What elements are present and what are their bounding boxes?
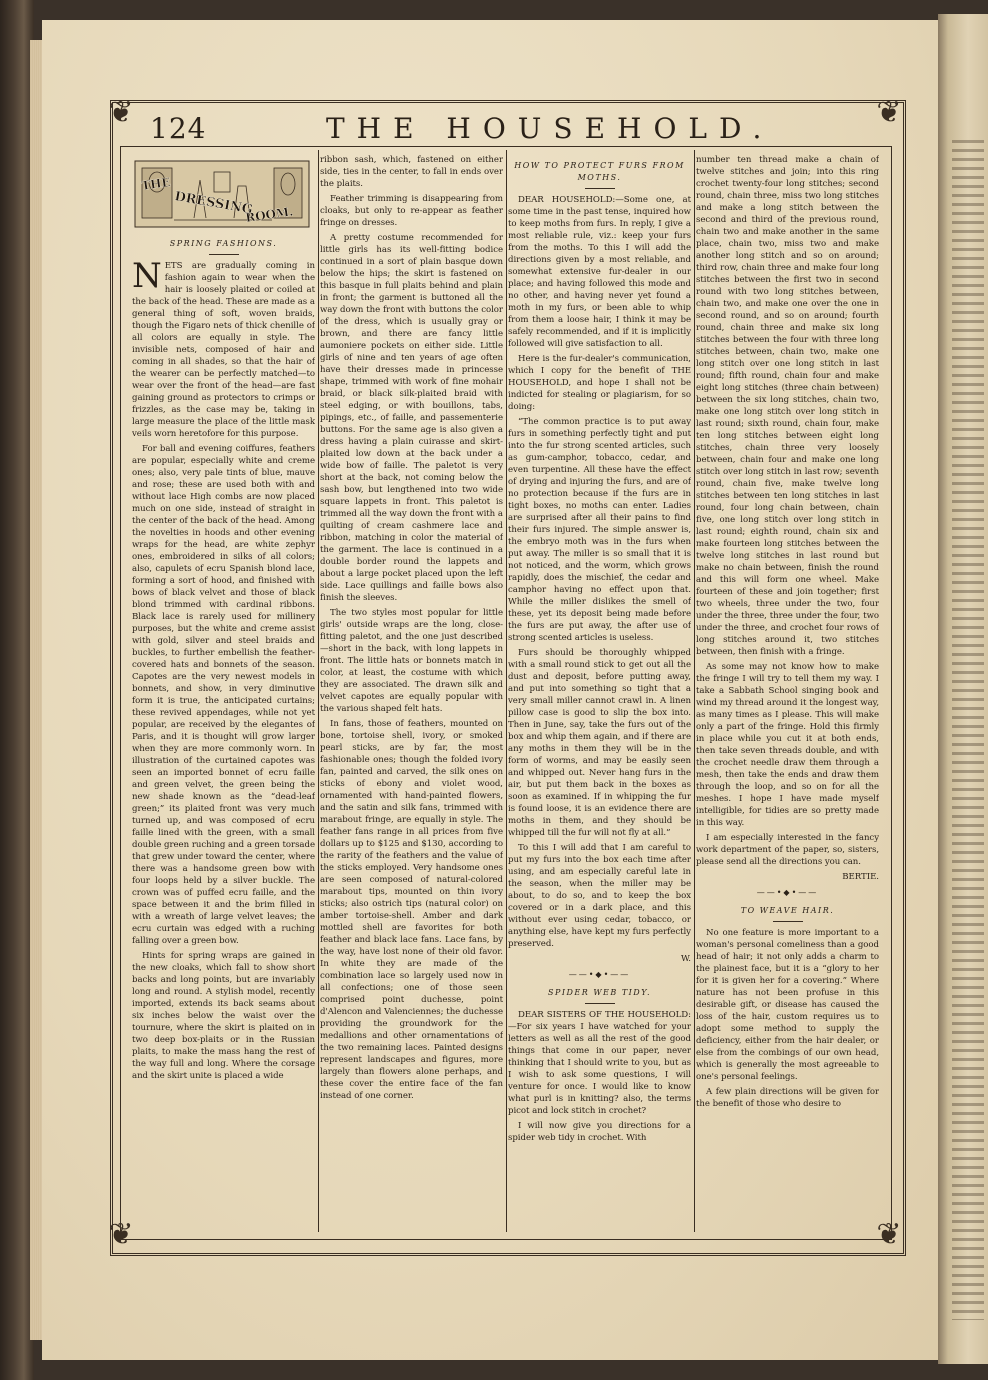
headline-rule xyxy=(209,254,239,255)
section-separator: ——•◆•—— xyxy=(568,970,631,979)
paragraph: Here is the fur-dealer's communication, which I copy for the benefit of THE HOUSEHOLD, and hope I shall not be indicted for stealing or plagiarism, for so doing: xyxy=(508,354,691,412)
paragraph: No one feature is more important to a woman's personal comeliness than a good head of hair; it not only adds a charm to the plainest face, but it is a “glory to her for it is given her for a covering.” Where nature has not been profuse in this desirable gift, or disease has caused the loss of the hair, custom requires us to adopt some method to supply the deficiency, either from the hair dealer, or else from the combings of our own head, which is generally the most agreeable to one's personal feelings. xyxy=(696,928,879,1082)
paragraph: number ten thread make a chain of twelve stitches and join; into this ring crochet twenty-four long stitches; second round, chain three, miss two long stitches and make a long stitch between the second and third of the previous round, chain two and make another in the same place, chain two, miss two and make another long stitch and so on around; third row, chain three and make four long stitches between the first two in second round with two long stitches between, chain two, and make one over the one in second round, and so on around; fourth round, chain three and make six long stitches between the four with three long stitches between, chain two, make one long stitch over one long stitch in last round; fifth round, chain four and make eight long stitches (three chain between) between the six long stitches, chain two, make one long stitch over long stitch in last round; sixth round, chain four, make ten long stitches between eight long stitches, chain three very loosely between, chain four and make one long stitch over long stitch in last row; seventh round, chain five, make twelve long stitches between ten long stitches in last round, four long chain between, chain five, one long stitch over long stitch in last round; eighth round, chain six and make fourteen long stitches between the twelve long stitches in last round but make no chain between, finish the round and this will form one wheel. Make fourteen of these and join together; first two wheels, three under the two, four under the three, three under the four, two under the three, and crochet four rows of long stitches around it, two stitches between, then finish with a fringe. xyxy=(696,155,879,657)
facing-page-text xyxy=(952,140,984,1320)
paragraph: DEAR SISTERS OF THE HOUSEHOLD:—For six years I have watched for your letters as well as all the rest of the good things that come in our paper, never thinking that I should write to you, but as I wish to ask some questions, I will venture for once. I would like to know what purl is in knitting? also, the terms picot and lock stitch in crochet? xyxy=(508,1010,691,1116)
article-columns xyxy=(132,154,880,1232)
paragraph: Furs should be thoroughly whipped with a small round stick to get out all the dust and deposit, before putting away, and put into something so tight that a very small miller cannot crawl in. A linen pillow case is good to slip the box into. Then in June, say, take the furs out of the box and whip them again, and if there are any moths in them they will be in the form of worms, and may be easily seen and whipped out. Never hang furs in the air, but put them back in the boxes as soon as examined. If in whipping the fur is found loose, it is an evidence there are moths in them, and they should be whipped till the fur will not fly at all.” xyxy=(508,648,691,838)
drop-cap: N xyxy=(132,256,162,296)
dressing-room-banner xyxy=(134,160,310,228)
paragraph: ribbon sash, which, fastened on either side, ties in the center, to fall in ends over the plaits. xyxy=(320,155,503,189)
paragraph: Hints for spring wraps are gained in the new cloaks, which fall to show short backs and long points, but are invariably long and round. A stylish model, recently imported, extends its back seams about six inches below the waist over the tournure, where the skirt is plaited on in two deep box-plaits or in the Russian plaits, to make the mass hang the rest of the way full and long. Where the corsage and the skirt unite is placed a wide xyxy=(132,951,315,1081)
paragraph: “The common practice is to put away furs in something perfectly tight and put into the fur strong scented articles, such as gum-camphor, tobacco, cedar, and even turpentine. All these have the effect of drying and injuring the furs, and are of no protection because if the furs are in tight boxes, no moths can enter. Ladies are surprised after all their pains to find their furs injured. The simple answer is, the embryo moth was in the furs when put away. The miller is so small that it is not noticed, and the worm, which grows rapidly, does the mischief, the cedar and camphor having no effect upon that. While the miller dislikes the smell of these, yet its deposit being made before the furs are put away, the after use of strong scented articles is useless. xyxy=(508,417,691,643)
banner-text-room: ROOM. xyxy=(244,204,295,225)
banner-text-dressing: DRESSING xyxy=(173,189,254,218)
paragraph: To this I will add that I am careful to put my furs into the box each time after using, and am especially careful late in the season, when the miller may be about, to do so, and to keep the box covered or in a dark place, and this without ever using cedar, tobacco, or anything else, have kept my furs perfectly preserved. xyxy=(508,843,691,949)
headline-rule xyxy=(773,921,803,922)
paragraph: I am especially interested in the fancy work department of the paper, so, sisters, please send all the directions you can. xyxy=(696,833,879,867)
corner-ornament-icon: ❦ xyxy=(876,1217,902,1252)
section-separator: ——•◆•—— xyxy=(756,888,819,897)
headline-rule xyxy=(585,188,615,189)
paragraph: A few plain directions will be given for the benefit of those who desire to xyxy=(696,1087,879,1109)
paragraph: I will now give you directions for a spider web tidy in crochet. With xyxy=(508,1121,691,1143)
banner-text-the: THE xyxy=(140,175,172,193)
column-4 xyxy=(696,154,879,1232)
corner-ornament-icon: ❦ xyxy=(876,95,902,130)
headline-spring-fashions: SPRING FASHIONS. xyxy=(169,239,278,248)
page-number: 124 xyxy=(150,112,207,145)
paragraph: For ball and evening coiffures, feathers are popular, especially white and creme ones; also, very pale tints of blue, mauve and rose; these are used both with and without lace High combs are now placed much on one side, instead of straight in the center of the back of the head. Among the novelties in hoods and other evening wraps for the head, are white zephyr ones, embroidered in silks of all colors; also, capulets of ecru Spanish blond lace, forming a sort of hood, and finished with bows of black velvet and those of black blond trimmed with cardinal ribbons. Black lace is rarely used for millinery purposes, but the white and creme assist with gold, silver and steel braids and buckles, to further embellish the feather-covered hats and bonnets of the season. Capotes are the very newest models in bonnets, and show, in very diminutive form it is true, the anticipated curtains; these revived appendages, while not yet popular, are received by the elegantes of Paris, and it is thought will grow larger when they are more commonly worn. In illustration of the curtained capotes was seen an imported bonnet of ecru faille and green velvet, the green being the new shade known as the “dead-leaf green;” its plaited front was very much turned up, and was composed of ecru faille lined with the green, with a small double green ruching and a green torsade that grew under toward the center, where there was a handsome green bow with four loops held by a silver buckle. The crown was of puffed ecru faille, and the space between it and the brim filled in with a wreath of large velvet leaves; the ecru curtain was edged with a ruching falling over a green bow. xyxy=(132,444,315,946)
corner-ornament-icon: ❦ xyxy=(108,1217,134,1252)
paragraph: A pretty costume recommended for little girls has its well-fitting bodice continued in a sort of plain basque down below the hips; the skirt is fastened on this basque in full plaits behind and plain in front; the garment is buttoned all the way down the front with buttons the color of the dress, which is usually gray or brown, and there are fancy little aumoniere pockets on either side. Little girls of nine and ten years of age often have their dresses made in princesse shape, trimmed with work of fine mohair braid, or black silk-plaited braid with steel edging, or with bouillons, tabs, pipings, etc., of faille, and passementerie buttons. For the same age is also given a dress having a plain cuirasse and skirt-plaited low down at the back under a wide bow of faille. The paletot is very short at the back, not coming below the sash bow, but lengthened into two wide square lappets in front. This paletot is trimmed all the way down the front with a quilting of cream cashmere lace and ribbon, matching in color the material of the garment. The lace is continued in a double border round the lappets and about a large pocket placed upon the left side. Lace quillings and faille bows also finish the sleeves. xyxy=(320,233,503,603)
column-3 xyxy=(508,154,691,1232)
headline-rule xyxy=(585,1003,615,1004)
headline-spider-web-tidy: SPIDER WEB TIDY. xyxy=(547,988,652,997)
paragraph: Feather trimming is disappearing from cloaks, but only to re-appear as feather fringe on dresses. xyxy=(320,194,503,228)
headline-protect-furs: HOW TO PROTECT FURS FROM MOTHS. xyxy=(514,161,685,182)
corner-ornament-icon: ❦ xyxy=(108,95,134,130)
masthead-title: THE HOUSEHOLD. xyxy=(326,112,774,145)
paragraph: As some may not know how to make the fringe I will try to tell them my way. I take a Sabbath School singing book and wind my thread around it the longest way, as many times as I please. This will make only a part of the fringe. Hold this firmly in place while you cut it at both ends, then take seven threads double, and with the crochet needle draw them through a mesh, then take the ends and draw them through the loop, and so on for all the meshes. I hope I have made myself intelligible, for tidies are so pretty made in this way. xyxy=(696,662,879,828)
paragraph: DEAR HOUSEHOLD:—Some one, at some time in the past tense, inquired how to keep moths from furs. In reply, I give a most reliable rule, viz.: keep your furs from the moths. To this I will add the directions given by a most reliable, and somewhat extensive fur-dealer in our place; and having followed this mode and no other, and having never yet found a moth in my furs, or been able to whip from them a loose hair, I think it may be safely recommended, and if it is implicitly followed will give satisfaction to all. xyxy=(508,195,691,349)
paragraph: The two styles most popular for little girls' outside wraps are the long, close-fitting paletot, and the one just described—short in the back, with long lappets in front. The little hats or bonnets match in color, at least, the costume with which they are associated. The drawn silk and velvet capotes are equally popular with the various shaped felt hats. xyxy=(320,608,503,714)
headline-weave-hair: TO WEAVE HAIR. xyxy=(740,906,835,915)
column-1 xyxy=(132,154,315,1232)
book-cover-edge xyxy=(0,0,34,1380)
signature: BERTIE. xyxy=(842,872,879,882)
paragraph: In fans, those of feathers, mounted on bone, tortoise shell, ivory, or smoked pearl sticks, are by far, the most fashionable ones; though the folded ivory fan, painted and carved, the silk ones on sticks of ebony and violet wood, ornamented with hand-painted flowers, and the satin and silk fans, trimmed with marabout fringe, are equally in style. The feather fans range in all prices from five dollars up to $125 and $130, according to the rarity of the feathers and the value of the sticks employed. Very handsome ones are seen composed of natural-colored marabout tips, mounted on thin ivory sticks; also ostrich tips (natural color) on amber tortoise-shell. Amber and dark mottled shell are favorites for both feather and black lace fans. Lace fans, by the way, have lost none of their old favor. In white they are made of the combination lace so largely used now in all confections; one of those seen comprised point duchesse, point d'Alencon and Valenciennes; the duchesse providing the groundwork for the medallions and other ornamentations of the two remaining laces. Painted designs represent landscapes and figures, more largely than flowers alone perhaps, and these cover the entire face of the fan instead of one corner. xyxy=(320,719,503,1101)
paragraph: NETS are gradually coming in fashion again to wear when the hair is loosely plaited or coiled at the back of the head. These are made as a general thing of soft, woven braids, though the Figaro nets of thick chenille of all colors are equally in style. The invisible nets, composed of hair and coming in all shades, so that the hair of the wearer can be perfectly matched—to wear over the front of the head—are fast gaining ground as protectors to crimps or frizzles, as the case may be, taking in large measure the place of the little mask veils worn heretofore for this purpose. xyxy=(132,256,315,439)
signature: W. xyxy=(681,954,691,964)
column-2 xyxy=(320,154,503,1232)
